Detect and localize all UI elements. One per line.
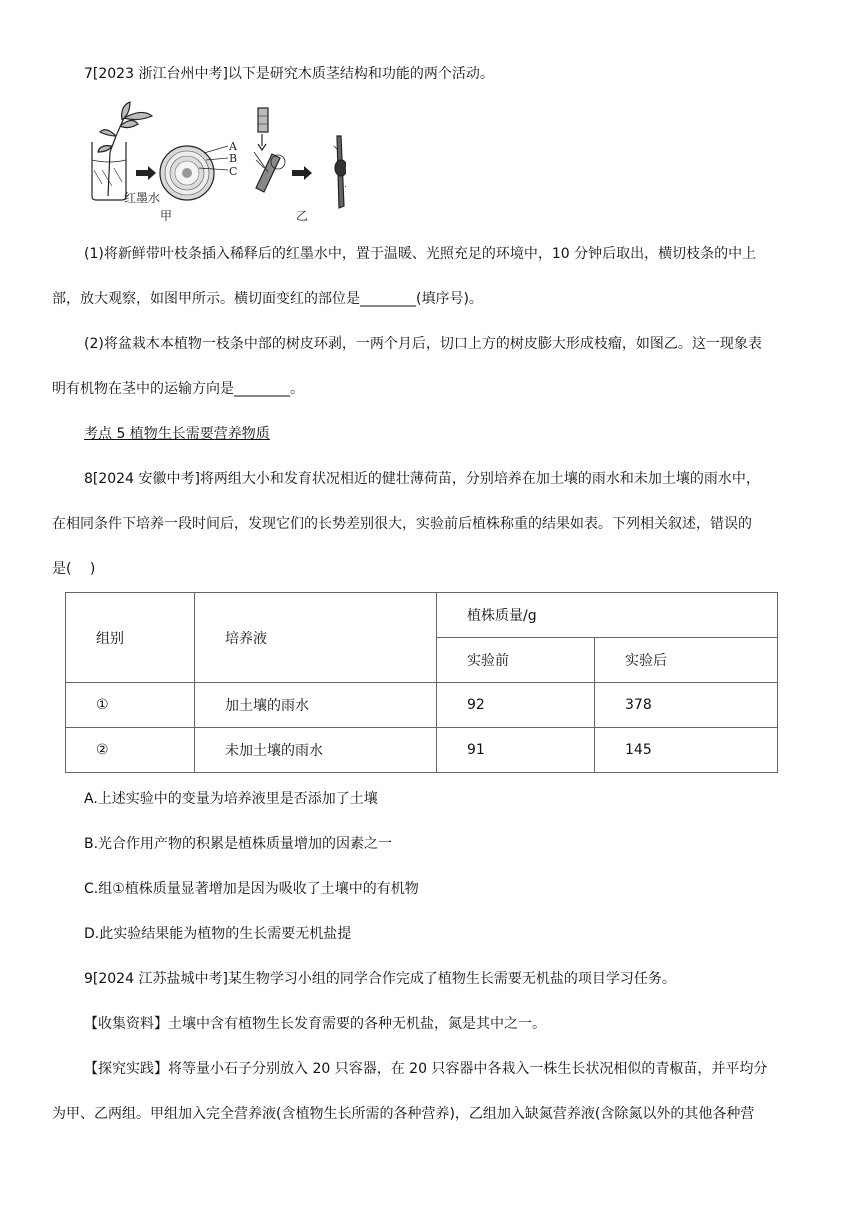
q9-stem: 9[2024 江苏盐城中考]某生物学习小组的同学合作完成了植物生长需要无机盐的项目学习任务。 xyxy=(84,971,676,987)
label-b: B xyxy=(229,152,238,165)
q7-part1-line1: (1)将新鲜带叶枝条插入稀释后的红墨水中，置于温暖、光照充足的环境中，10 分钟后取出，横切枝条的中上 xyxy=(84,246,757,262)
table-row xyxy=(66,683,778,728)
table-header-row xyxy=(66,593,778,638)
q7-figure xyxy=(86,96,346,226)
caption-yi: 乙 xyxy=(296,209,309,223)
plant-mass-table xyxy=(65,592,778,773)
cell-group: ① xyxy=(66,683,195,728)
cell-after: 145 xyxy=(595,728,778,773)
arrow-right-icon xyxy=(292,166,312,180)
q9-practice-line1: 【探究实践】将等量小石子分别放入 20 只容器，在 20 只容器中各栽入一株生长状况相似的青椒苗，并平均分 xyxy=(84,1061,768,1077)
q7-part1-line2: 部，放大观察，如图甲所示。横切面变红的部位是________(填序号)。 xyxy=(52,291,483,307)
header-group: 组别 xyxy=(66,593,195,683)
q8-option-c: C.组①植株质量显著增加是因为吸收了土壤中的有机物 xyxy=(84,881,419,897)
stem-cross-section-drawing xyxy=(160,146,228,200)
beaker-with-branch-drawing xyxy=(92,102,152,200)
cell-before: 92 xyxy=(437,683,595,728)
label-a: A xyxy=(229,140,237,153)
caption-jia: 甲 xyxy=(160,209,173,223)
q9-practice-line2: 为甲、乙两组。甲组加入完全营养液(含植物生长所需的各种营养)，乙组加入缺氮营养液(含除氮以外的其他各种营 xyxy=(52,1106,755,1122)
table-row xyxy=(66,728,778,773)
q8-option-b: B.光合作用产物的积累是植株质量增加的因素之一 xyxy=(84,836,393,852)
header-after: 实验后 xyxy=(595,638,778,683)
label-red-ink: 红墨水 xyxy=(124,191,161,205)
q8-option-a: A.上述实验中的变量为培养液里是否添加了土壤 xyxy=(84,791,378,807)
branch-with-gall-drawing xyxy=(334,136,346,208)
arrow-right-icon xyxy=(136,166,156,180)
q8-stem-line2: 在相同条件下培养一段时间后，发现它们的长势差别很大，实验前后植株称重的结果如表。下列相关叙述，错误的 xyxy=(52,516,752,532)
header-solution: 培养液 xyxy=(195,593,437,683)
section-5-title: 考点 5 植物生长需要营养物质 xyxy=(84,426,270,442)
q8-stem-line1: 8[2024 安徽中考]将两组大小和发育状况相近的健壮薄荷苗，分别培养在加土壤的雨水和未加土壤的雨水中， xyxy=(84,471,760,487)
q9-collect-data: 【收集资料】土壤中含有植物生长发育需要的各种无机盐，氮是其中之一。 xyxy=(84,1016,546,1032)
header-before: 实验前 xyxy=(437,638,595,683)
girdled-branch-drawing xyxy=(254,108,285,192)
q7-stem: 7[2023 浙江台州中考]以下是研究木质茎结构和功能的两个活动。 xyxy=(84,66,494,82)
q8-stem-line3: 是( ) xyxy=(52,561,96,577)
header-plant-mass: 植株质量/g xyxy=(437,593,778,638)
cell-after: 378 xyxy=(595,683,778,728)
q7-part2-line2: 明有机物在茎中的运输方向是________。 xyxy=(52,381,304,397)
cell-solution: 未加土壤的雨水 xyxy=(195,728,437,773)
stem-experiment-illustration xyxy=(86,96,346,226)
q7-part2-line1: (2)将盆栽木本植物一枝条中部的树皮环剥，一两个月后，切口上方的树皮膨大形成枝瘤，如图乙。这一现象表 xyxy=(84,336,762,352)
cell-group: ② xyxy=(66,728,195,773)
cell-before: 91 xyxy=(437,728,595,773)
label-c: C xyxy=(229,165,238,178)
cell-solution: 加土壤的雨水 xyxy=(195,683,437,728)
q8-option-d: D.此实验结果能为植物的生长需要无机盐提 xyxy=(84,926,352,942)
